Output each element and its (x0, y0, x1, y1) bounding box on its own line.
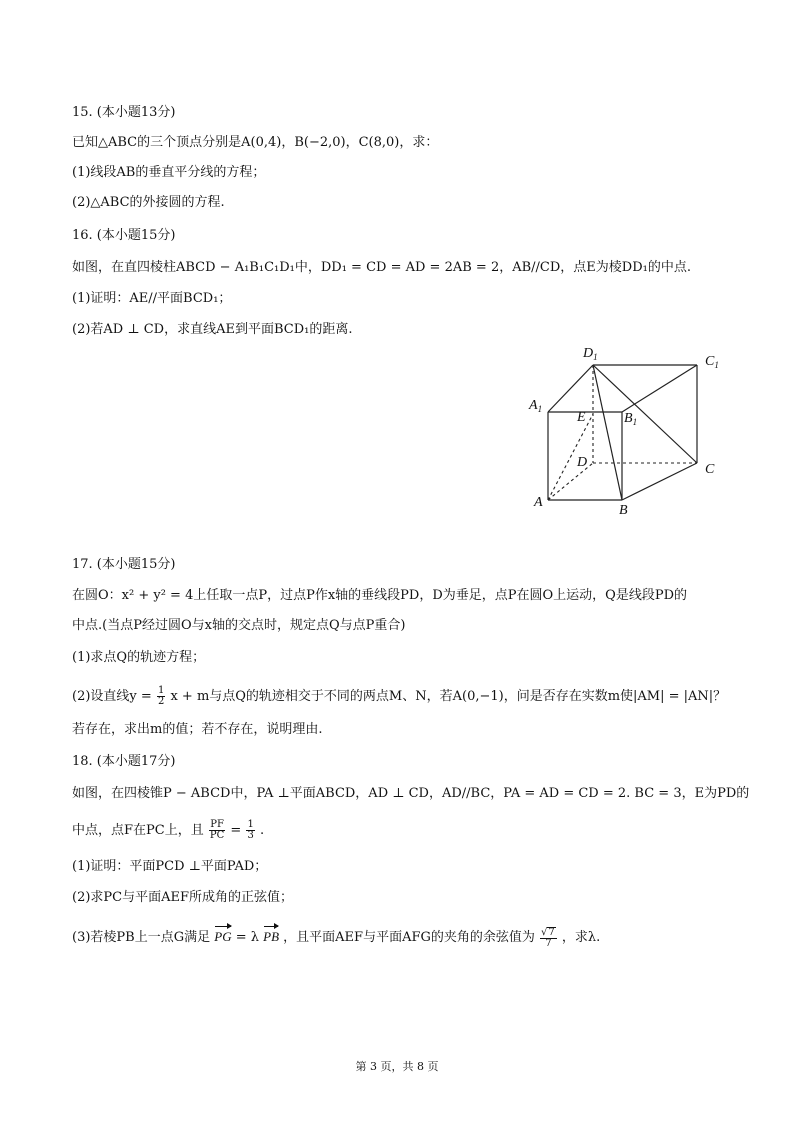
q18-header: 18. (本小题17分) (72, 754, 176, 769)
label-C1: $C_1$ (705, 354, 719, 370)
label-E: E (577, 410, 586, 425)
q16-part1: (1)证明：AE//平面BCD₁； (72, 291, 232, 306)
q18-frac2-num: 1 (247, 819, 254, 830)
q16-part2: (2)若AD ⊥ CD，求直线AE到平面BCD₁的距离. (72, 322, 353, 337)
q17-header: 17. (本小题15分) (72, 557, 176, 572)
q18-part3-c: ，求λ. (561, 930, 601, 945)
q18-frac-num: PF (210, 819, 224, 830)
vector-PB: PB (263, 926, 279, 946)
q17-part2-b: x + m与点Q的轨迹相交于不同的两点M、N，若A(0,−1)，问是否存在实数m使|AM| = |AN|？ (170, 689, 727, 704)
label-D: D (577, 455, 588, 470)
q18-part3-b: ，且平面AEF与平面AFG的夹角的余弦值为 (283, 930, 535, 945)
q17-part2 (72, 686, 726, 707)
q18-part3 (72, 926, 600, 949)
q15-part1: (1)线段AB的垂直平分线的方程； (72, 165, 266, 180)
q16-header: 16. (本小题15分) (72, 228, 176, 243)
q18-stem2-eq: = (230, 823, 242, 838)
q18-frac3-den: 7 (545, 937, 552, 949)
q18-frac-den: PC (209, 830, 225, 841)
q18-part3-a: (3)若棱PB上一点G满足 (72, 930, 211, 945)
label-B: B (619, 503, 628, 518)
label-A1: $A_1$ (529, 398, 543, 414)
q17-fraction (157, 686, 165, 707)
label-C: C (705, 462, 715, 477)
page-footer: 第 3 页，共 8 页 (355, 1060, 439, 1073)
q15-header: 15. (本小题13分) (72, 105, 176, 120)
q17-part2-line2: 若存在，求出m的值；若不存在，说明理由. (72, 722, 323, 737)
q18-fraction-one-third (246, 820, 254, 841)
q17-part1: (1)求点Q的轨迹方程； (72, 650, 206, 665)
q18-stem2-a: 中点，点F在PC上，且 (72, 823, 204, 838)
q18-stem-line1: 如图，在四棱锥P − ABCD中，PA ⊥平面ABCD，AD ⊥ CD，AD//BC，PA = AD = CD = 2. BC = 3，E为PD的 (72, 786, 750, 801)
label-D1: $D_1$ (583, 346, 598, 362)
q17-part2-a: (2)设直线y = (72, 689, 152, 704)
prism-diagram (525, 340, 725, 520)
q17-fraction-num: 1 (157, 685, 165, 696)
q17-stem-line2: 中点.(当点P经过圆O与x轴的交点时，规定点Q与点P重合) (72, 618, 406, 633)
q16-stem: 如图，在直四棱柱ABCD − A₁B₁C₁D₁中，DD₁ = CD = AD = 2AB = 2，AB//CD，点E为棱DD₁的中点. (72, 260, 691, 275)
q18-part3-eq: = λ (235, 930, 259, 945)
q15-part2: (2)△ABC的外接圆的方程. (72, 195, 225, 210)
vector-PG: PG (214, 926, 231, 946)
label-A: A (534, 495, 543, 510)
q15-stem: 已知△ABC的三个顶点分别是A(0,4)，B(−2,0)，C(8,0)，求： (72, 135, 439, 150)
q18-stem2-c: . (259, 823, 265, 838)
label-B1: $B_1$ (624, 411, 638, 427)
q18-stem-line2 (72, 820, 264, 841)
q18-part1: (1)证明：平面PCD ⊥平面PAD； (72, 859, 268, 874)
q18-frac2-den: 3 (247, 830, 254, 841)
q18-frac3-num: √7 (541, 926, 555, 938)
prism-figure (525, 340, 725, 520)
q18-fraction-pf-pc (209, 820, 225, 841)
q18-fraction-sqrt7-7 (540, 927, 557, 949)
sqrt-radicand: 7 (548, 926, 555, 938)
q17-stem-line1: 在圆O：x² + y² = 4上任取一点P，过点P作x轴的垂线段PD，D为垂足，点P在圆O上运动，Q是线段PD的 (72, 588, 687, 603)
q18-part2: (2)求PC与平面AEF所成角的正弦值； (72, 890, 294, 905)
q17-fraction-den: 2 (157, 696, 165, 707)
